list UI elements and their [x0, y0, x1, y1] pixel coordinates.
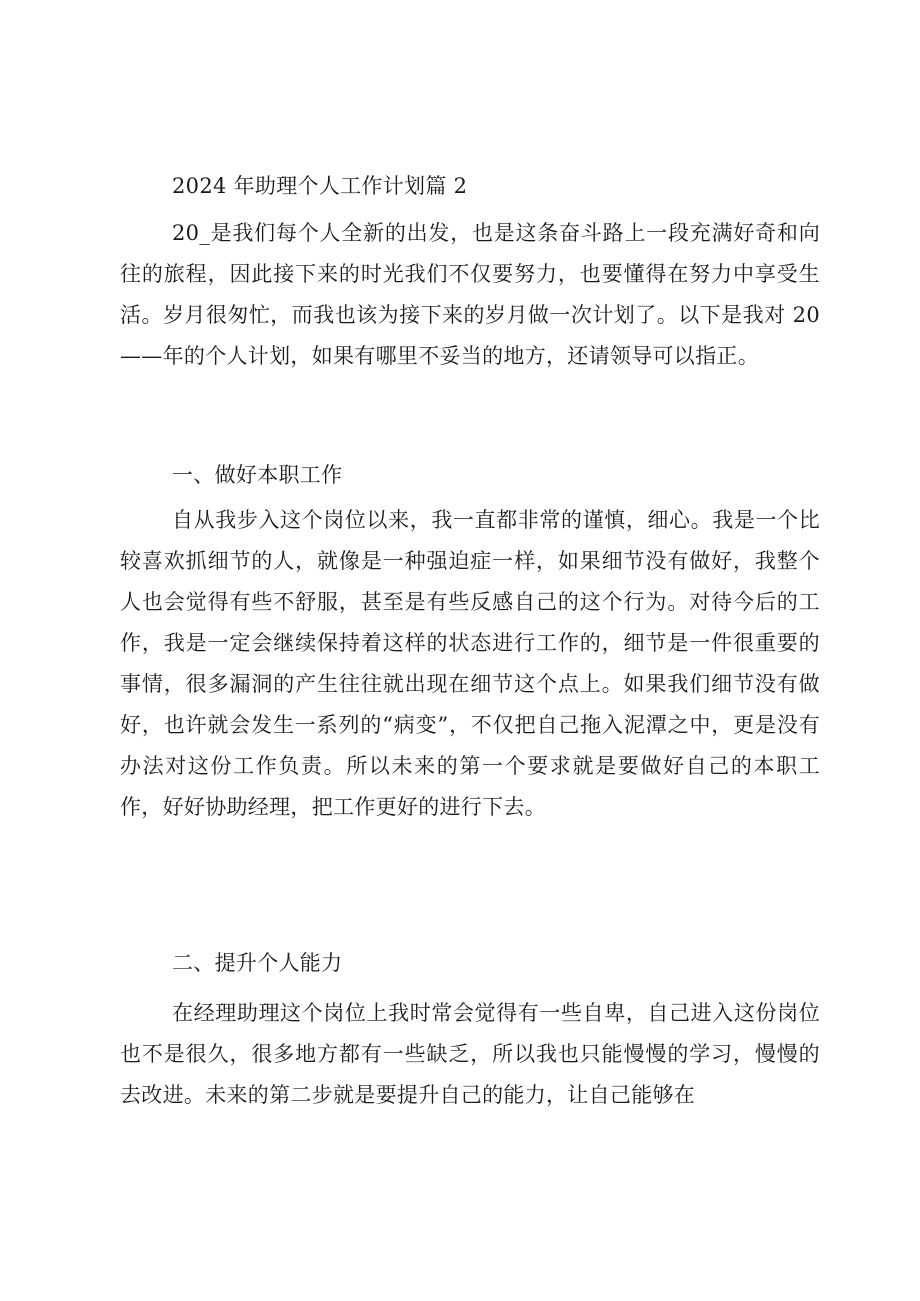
section-body-1: 自从我步入这个岗位以来，我一直都非常的谨慎，细心。我是一个比较喜欢抓细节的人，就像是一种强迫症一样，如果细节没有做好，我整个人也会觉得有些不舒服，甚至是有些反感自己的这个行为。对待今后的工作，我是一定会继续保持着这样的状态进行工作的，细节是一件很重要的事情，很多漏洞的产生往往就出现在细节这个点上。如果我们细节没有做好，也许就会发生一系列的“病变”，不仅把自己拖入泥潭之中，更是没有办法对这份工作负责。所以未来的第一个要求就是要做好自己的本职工作，好好协助经理，把工作更好的进行下去。 — [120, 508, 820, 819]
section-heading-1: 一、做好本职工作 — [172, 463, 343, 487]
section-body-2: 在经理助理这个岗位上我时常会觉得有一些自卑，自己进入这份岗位也不是很久，很多地方都有一些缺乏，所以我也只能慢慢的学习，慢慢的去改进。未来的第二步就是要提升自己的能力，让自己能够在 — [120, 1001, 820, 1107]
intro-paragraph: 20_是我们每个人全新的出发，也是这条奋斗路上一段充满好奇和向往的旅程，因此接下来的时光我们不仅要努力，也要懂得在努力中享受生活。岁月很匆忙，而我也该为接下来的岁月做一次计划了。以下是我对 20——年的个人计划，如果有哪里不妥当的地方，还请领导可以指正。 — [120, 221, 820, 368]
section-heading-2: 二、提升个人能力 — [172, 951, 343, 975]
document-title: 2024 年助理个人工作计划篇 2 — [172, 174, 468, 198]
